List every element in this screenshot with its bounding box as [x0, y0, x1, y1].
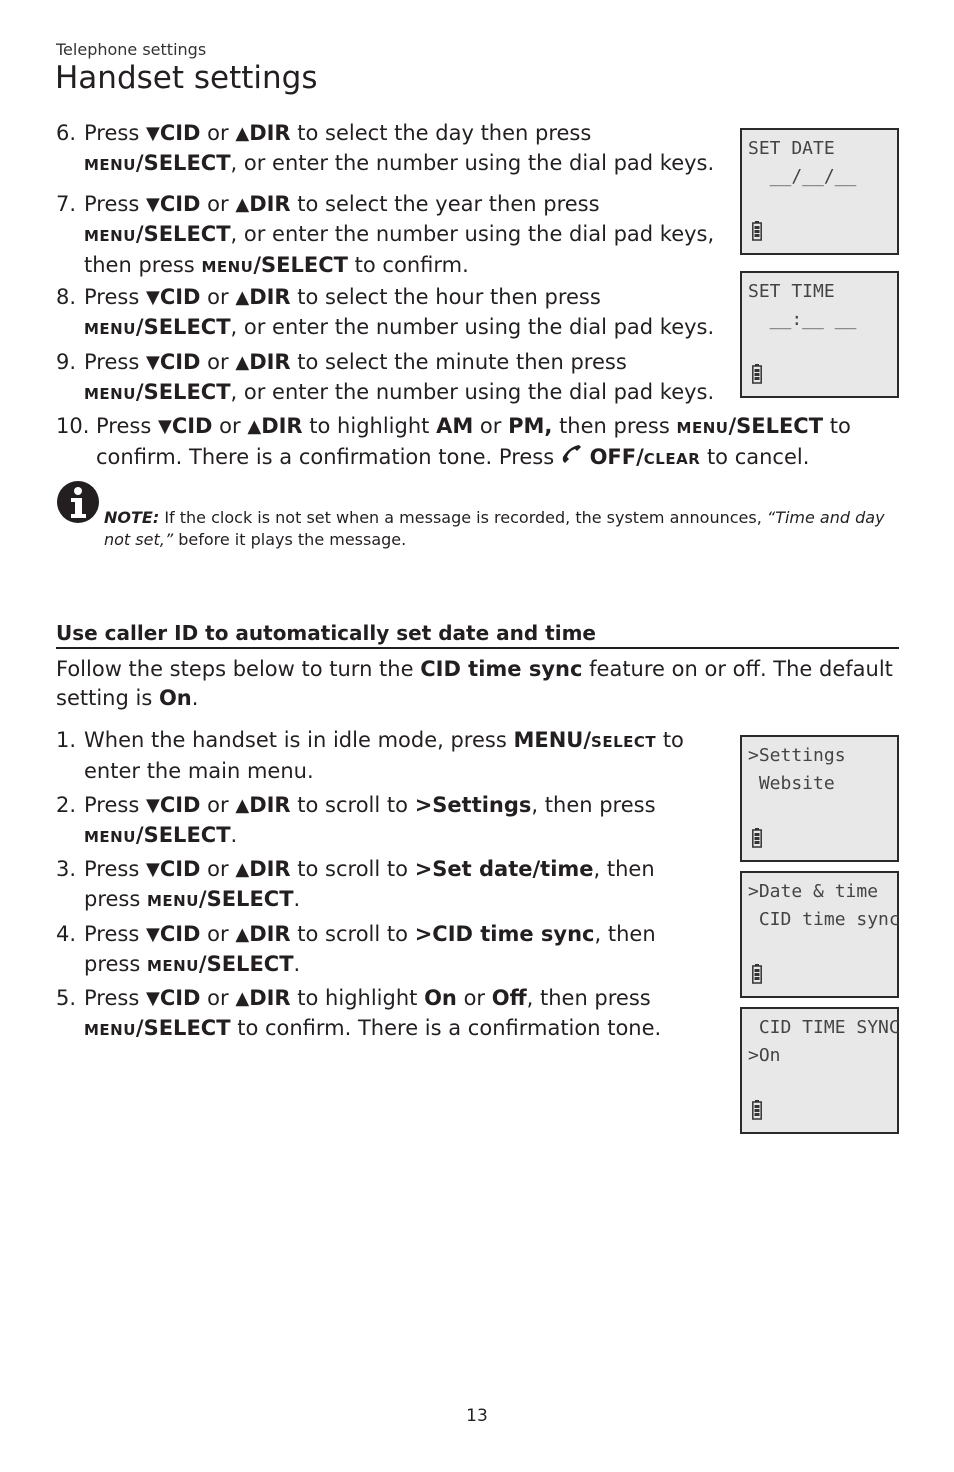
down-triangle-icon: ▼: [145, 988, 160, 1009]
battery-icon: [752, 364, 762, 384]
step-number: 7.: [56, 192, 77, 216]
down-triangle-icon: ▼: [145, 287, 160, 308]
up-triangle-icon: ▲: [235, 123, 250, 144]
down-triangle-icon: ▼: [145, 352, 160, 373]
step-number: 6.: [56, 121, 77, 145]
up-triangle-icon: ▲: [235, 287, 250, 308]
battery-icon: [752, 221, 762, 241]
down-triangle-icon: ▼: [145, 123, 160, 144]
up-triangle-icon: ▲: [235, 352, 250, 373]
down-triangle-icon: ▼: [157, 416, 172, 437]
step-number: 1.: [56, 728, 77, 752]
battery-icon: [752, 1100, 762, 1120]
up-triangle-icon: ▲: [235, 859, 250, 880]
section-heading: Use caller ID to automatically set date and time: [56, 621, 899, 649]
page-title: Handset settings: [55, 60, 318, 96]
down-triangle-icon: ▼: [145, 859, 160, 880]
lcd-screen-date-time: >Date & time CID time sync: [740, 871, 899, 998]
down-triangle-icon: ▼: [145, 924, 160, 945]
lcd-screen-set-time: SET TIME __:__ __: [740, 271, 899, 398]
phone-icon: [561, 445, 583, 467]
up-triangle-icon: ▲: [247, 416, 262, 437]
section-intro: Follow the steps below to turn the CID time sync feature on or off. The default setting is On.: [56, 657, 893, 710]
note: [104, 507, 894, 551]
step-number: 10.: [56, 414, 90, 438]
down-triangle-icon: ▼: [145, 194, 160, 215]
up-triangle-icon: ▲: [235, 988, 250, 1009]
breadcrumb: Telephone settings: [56, 40, 207, 59]
up-triangle-icon: ▲: [235, 924, 250, 945]
battery-icon: [752, 828, 762, 848]
lcd-screen-set-date: SET DATE __/__/__: [740, 128, 899, 255]
note-text: If the clock is not set when a message is recorded, the system announces,: [164, 508, 762, 527]
up-triangle-icon: ▲: [235, 194, 250, 215]
step-number: 5.: [56, 986, 77, 1010]
lcd-screen-settings: >Settings Website: [740, 735, 899, 862]
up-triangle-icon: ▲: [235, 795, 250, 816]
step-number: 9.: [56, 350, 77, 374]
step-number: 2.: [56, 793, 77, 817]
battery-icon: [752, 964, 762, 984]
info-icon: [55, 479, 101, 525]
lcd-screen-cid-time-sync: CID TIME SYNC >On: [740, 1007, 899, 1134]
step-number: 3.: [56, 857, 77, 881]
down-triangle-icon: ▼: [145, 795, 160, 816]
note-tail: before it plays the message.: [178, 530, 407, 549]
step-number: 4.: [56, 922, 77, 946]
step-number: 8.: [56, 285, 77, 309]
note-quote: “Time and day not set,”: [104, 508, 885, 549]
page-number: 13: [466, 1406, 488, 1426]
note-label: NOTE:: [104, 508, 160, 527]
